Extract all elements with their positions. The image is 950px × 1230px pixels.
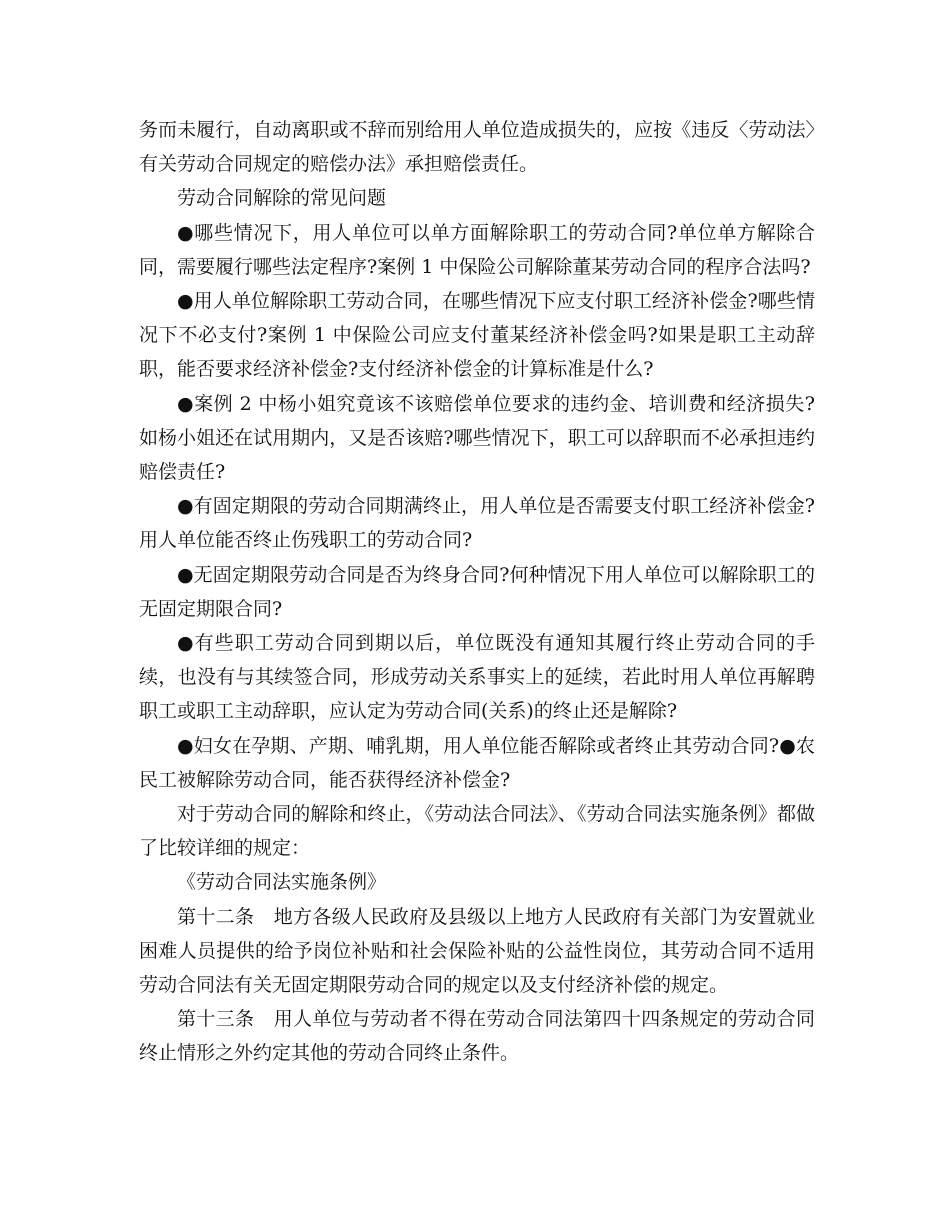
bullet-question: ●哪些情况下，用人单位可以单方面解除职工的劳动合同?单位单方解除合同，需要履行哪些法定程序?案例 1 中保险公司解除董某劳动合同的程序合法吗? bbox=[139, 221, 815, 278]
bullet-question: ●有固定期限的劳动合同期满终止，用人单位是否需要支付职工经济补偿金?用人单位能否终止伤残职工的劳动合同? bbox=[139, 495, 815, 552]
bullet-question: ●用人单位解除职工劳动合同，在哪些情况下应支付职工经济补偿金?哪些情况下不必支付?案例 1 中保险公司应支付董某经济补偿金吗?如果是职工主动辞职，能否要求经济补偿金?支付经济补偿金的计算标准是什么? bbox=[139, 290, 815, 381]
bullet-question: ●有些职工劳动合同到期以后，单位既没有通知其履行终止劳动合同的手续，也没有与其续签合同，形成劳动关系事实上的延续，若此时用人单位再解聘职工或职工主动辞职，应认定为劳动合同(关系)的终止还是解除? bbox=[139, 632, 815, 723]
bullet-question: ●无固定期限劳动合同是否为终身合同?何种情况下用人单位可以解除职工的无固定期限合同? bbox=[139, 563, 815, 620]
section-heading: 劳动合同解除的常见问题 bbox=[177, 187, 387, 210]
article-12: 第十二条 地方各级人民政府及县级以上地方人民政府有关部门为安置就业困难人员提供的给予岗位补贴和社会保险补贴的公益性岗位，其劳动合同不适用劳动合同法有关无固定期限劳动合同的规定以及支付经济补偿的规定。 bbox=[139, 905, 815, 997]
bullet-question: ●妇女在孕期、产期、哺乳期，用人单位能否解除或者终止其劳动合同?●农民工被解除劳动合同，能否获得经济补偿金? bbox=[139, 734, 815, 791]
bullet-question: ●案例 2 中杨小姐究竟该不该赔偿单位要求的违约金、培训费和经济损失?如杨小姐还在试用期内，又是否该赔?哪些情况下，职工可以辞职而不必承担违约赔偿责任? bbox=[139, 392, 815, 484]
body-paragraph: 对于劳动合同的解除和终止，《劳动法合同法》、《劳动合同法实施条例》都做了比较详细的规定： bbox=[139, 803, 815, 860]
article-13: 第十三条 用人单位与劳动者不得在劳动合同法第四十四条规定的劳动合同终止情形之外约定其他的劳动合同终止条件。 bbox=[139, 1008, 815, 1065]
document-body bbox=[139, 113, 815, 1071]
paragraph-continuation: 务而未履行，自动离职或不辞而别给用人单位造成损失的，应按《违反〈劳动法〉有关劳动合同规定的赔偿办法》承担赔偿责任。 bbox=[139, 119, 815, 176]
regulation-title: 《劳动合同法实施条例》 bbox=[177, 871, 387, 894]
